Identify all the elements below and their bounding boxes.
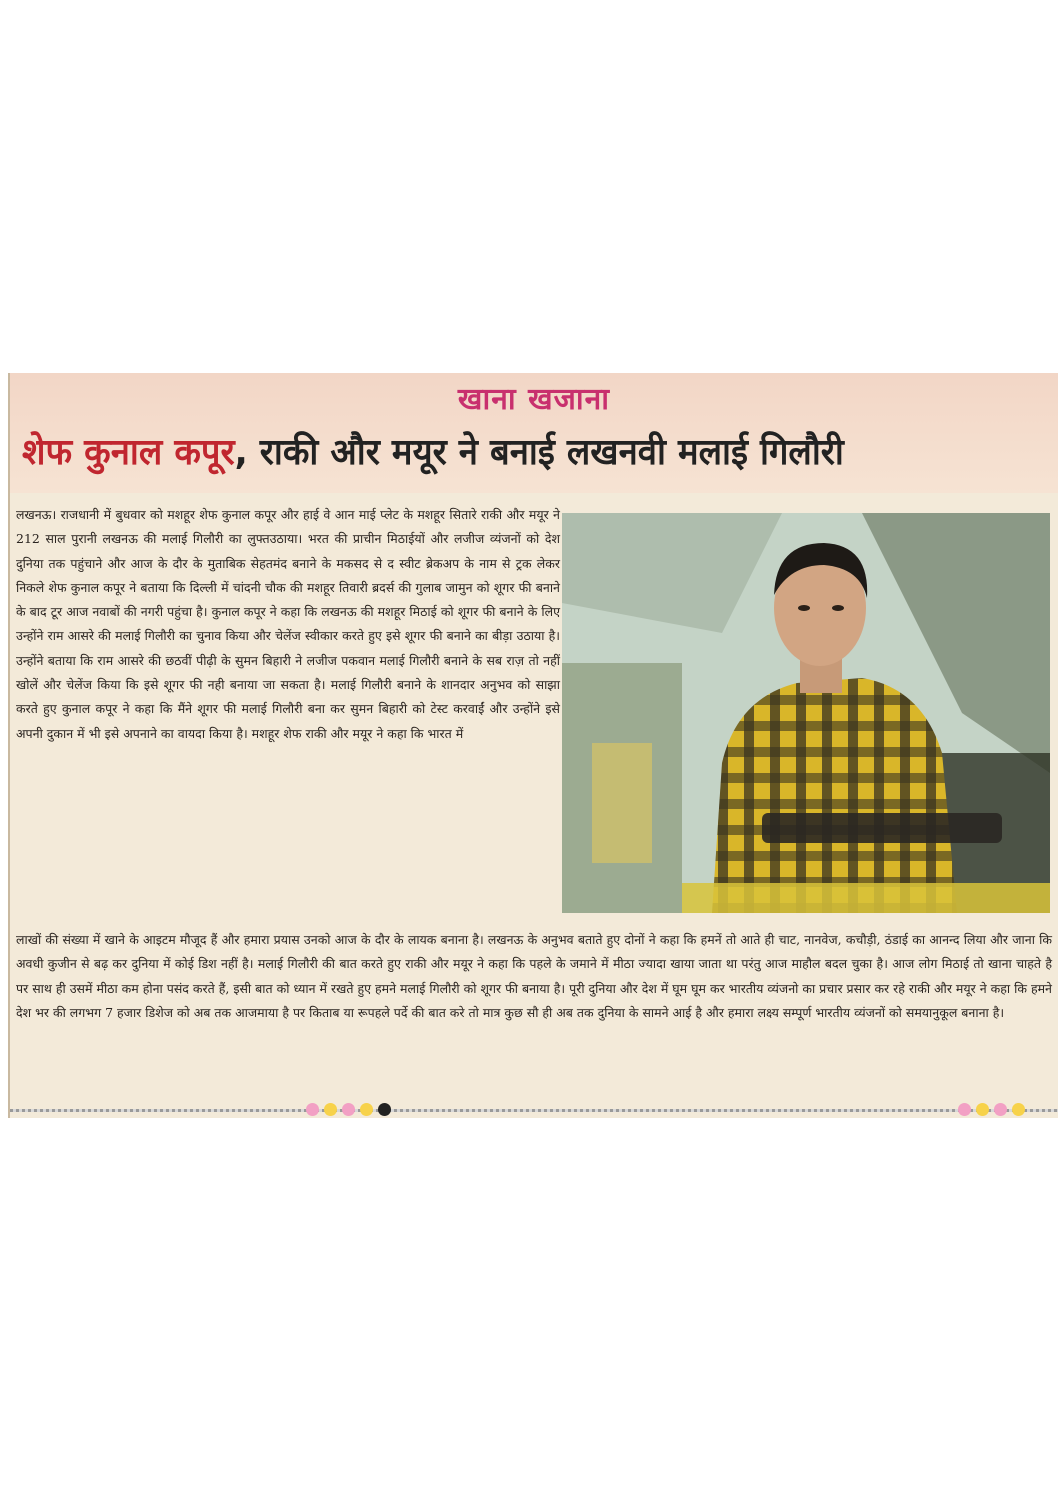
decorative-dots [10,1100,1058,1118]
decor-dot-icon [994,1103,1007,1116]
headline [22,425,1011,481]
decor-dot-icon [360,1103,373,1116]
article-body-full-width: लाखों की संख्या में खाने के आइटम मौजूद हैं और हमारा प्रयास उनको आज के दौर के लायक बनाना है। लखनऊ के अनुभव बताते हुए दोनों ने कहा कि हमनें तो आते ही चाट, नानवेज, कचौड़ी, ठंडाई का आनन्द लिया और जाना कि अवधी कुजीन से बढ़ कर दुनिया में कोई डिश नहीं है। मलाई गिलौरी की बात करते हुए राकी और मयूर ने कहा कि पहले के जमाने में मीठा ज्यादा खाया जाता था परंतु आज माहौल बदल चुका है। आज लोग मिठाई तो खाना चाहते है पर साथ ही उसमें मीठा कम होना पसंद करते हैं, इसी बात को ध्यान में रखते हुए हमने मलाई गिलौरी को शूगर फी बनाया है। पूरी दुनिया और देश में घूम घूम कर भारतीय व्यंजनो का प्रचार प्रसार कर रहे राकी और मयूर ने कहा कि हमने देश भर की लगभग 7 हजार डिशेज को अब तक आजमाया है पर किताब या रूपहले पर्दे की बात करे तो मात्र कुछ सौ ही अब तक दुनिया के सामने आई है और हमारा लक्ष्य सम्पूर्ण भारतीय व्यंजनों को समयानुकूल बनाना है। [16,932,1052,1020]
headline-chef-name: शेफ कुनाल कपूर [22,432,235,473]
decor-dot-icon [958,1103,971,1116]
chef-photo-illustration [562,513,1050,913]
decor-dot-icon [378,1103,391,1116]
decor-dot-icon [976,1103,989,1116]
decor-dot-icon [306,1103,319,1116]
article-body-left-column: लखनऊ। राजधानी में बुधवार को मशहूर शेफ कुनाल कपूर और हाई वे आन माई प्लेट के मशहूर सितारे राकी और मयूर ने 212 साल पुरानी लखनऊ की मलाई गिलौरी का लुफ्तउठाया। भरत की प्राचीन मिठाईयों और लजीज व्यंजनों को देश दुनिया तक पहुंचाने और आज के दौर के मुताबिक सेहतमंद बनाने के मकसद से द स्वीट ब्रेकअप के नाम से ट्रक लेकर निकले शेफ कुनाल कपूर ने बताया कि दिल्ली में चांदनी चौक की मशहूर तिवारी ब्रदर्स की गुलाब जामुन को शूगर फी बनाने के बाद टूर आज नवाबों की नगरी पहुंचा है। कुनाल कपूर ने कहा कि लखनऊ की मशहूर मिठाई को शूगर फी बनाने के लिए उन्होंने राम आसरे की मलाई गिलौरी का चुनाव किया और चेलेंज स्वीकार करते हुए इसे शूगर फी बनाने का बीड़ा उठाया है। उन्होंने बताया कि राम आसरे की छठवीं पीढ़ी के सुमन बिहारी ने लजीज पकवान मलाई गिलौरी बनाने के सब राज़ तो नहीं खोलें और चेलेंज किया कि इसे शूगर फी नही बनाया जा सकता है। मलाई गिलौरी बनाने के शानदार अनुभव को साझा करते हुए कुनाल कपूर ने कहा कि मैंने शूगर फी मलाई गिलौरी बना कर सुमन बिहारी को टेस्ट करवाईं और उन्होंने इसे अपनी दुकान में भी इसे अपनाने का वायदा किया है। मशहूर शेफ राकी और मयूर ने कहा कि भारत में [16,507,560,741]
newspaper-clipping [8,373,1058,1118]
section-title: खाना खजाना [457,382,611,417]
decor-dot-icon [1012,1103,1025,1116]
decor-dot-icon [324,1103,337,1116]
decor-dot-icon [342,1103,355,1116]
chef-photo [562,513,1050,913]
headline-rest: , राकी और मयूर ने बनाई लखनवी मलाई गिलौरी [234,432,844,473]
